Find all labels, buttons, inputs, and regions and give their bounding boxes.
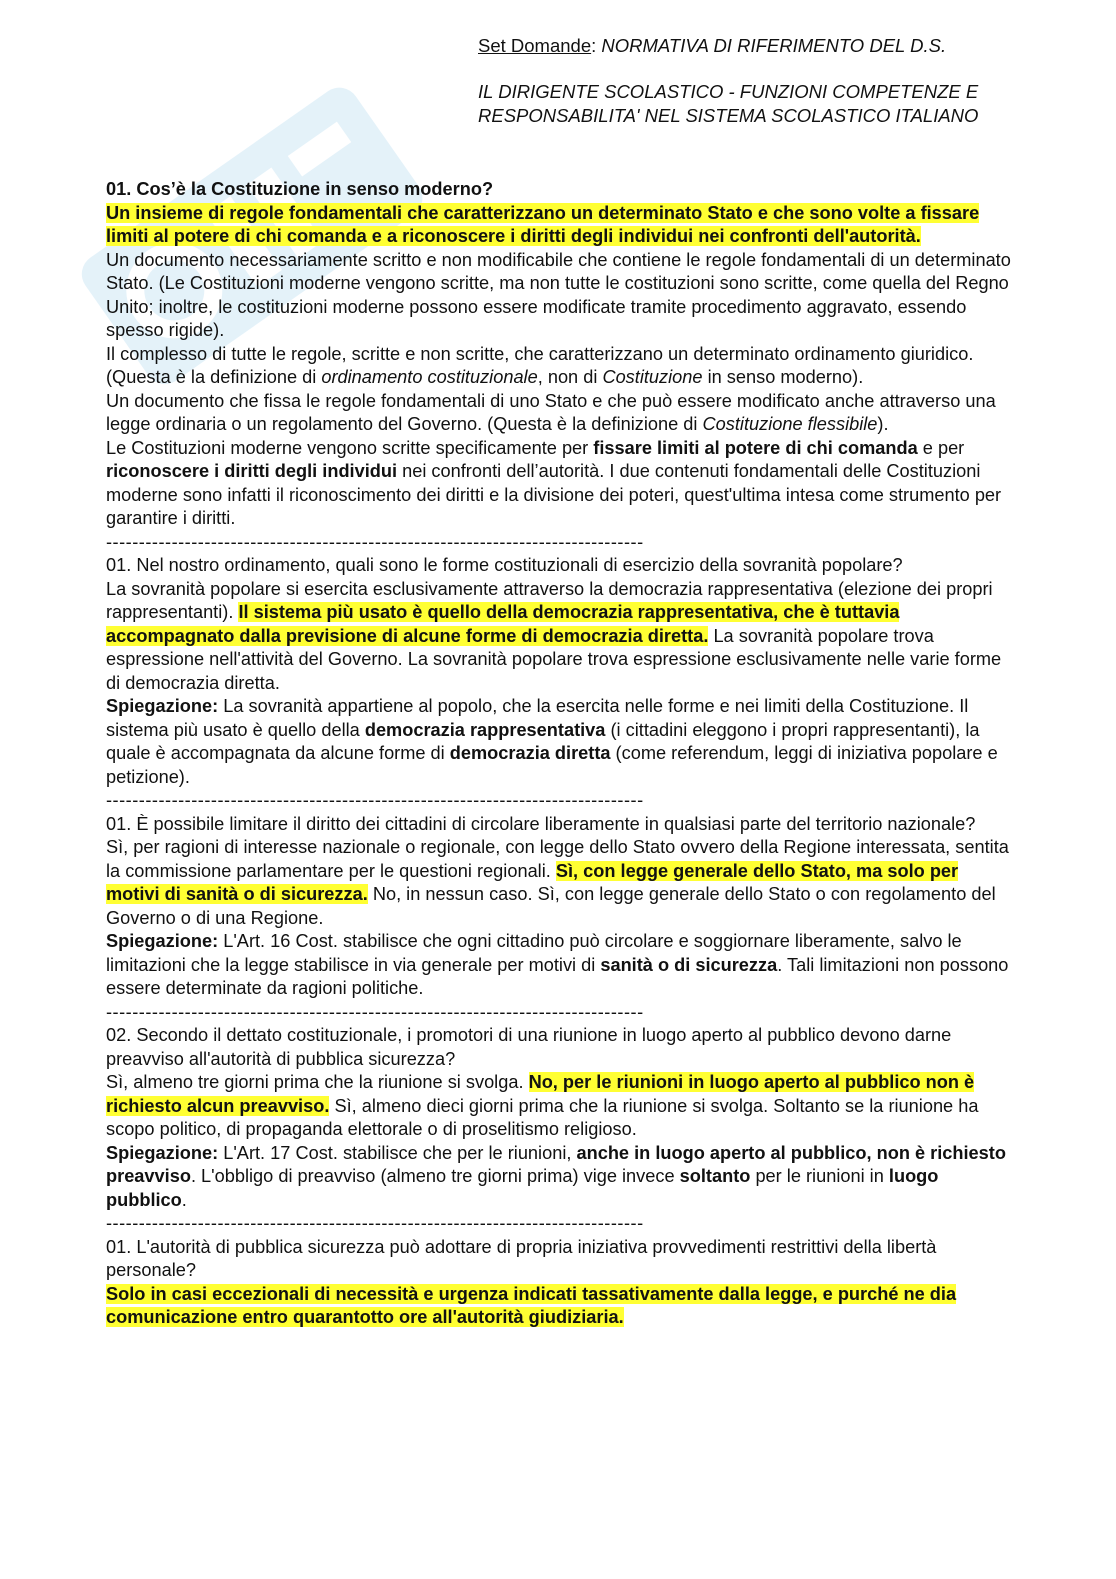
text: ). bbox=[877, 414, 889, 434]
text: Un documento che fissa le regole fondamentali di uno Stato e che può essere modificato anche attraverso una legge ordinaria o un regolamento del Governo. (Questa è la definizione di bbox=[106, 390, 996, 434]
bold-term: sanità o di sicurezza bbox=[600, 954, 778, 975]
text: . L'obbligo di preavviso (almeno tre giorni prima) vige invece bbox=[190, 1166, 680, 1186]
explanation-label: Spiegazione: bbox=[106, 696, 219, 716]
set-colon: : bbox=[591, 35, 597, 56]
explanation-label: Spiegazione: bbox=[106, 1142, 219, 1163]
question-4: 02. Secondo il dettato costituzionale, i promotori di una riunione in luogo aperto al pubblico devono darne preavviso all'autorità di pubblica sicurezza? bbox=[106, 1025, 952, 1069]
explanation-3 bbox=[106, 930, 1016, 1001]
text: . bbox=[181, 1189, 187, 1210]
option-1-4 bbox=[106, 390, 1016, 437]
option: Sì, almeno dieci giorni prima che la riunione si svolga. Soltanto se la riunione ha scopo politico, di propaganda elettorale o di proselitismo religioso. bbox=[106, 1095, 979, 1139]
text: e per bbox=[917, 437, 965, 458]
option: La sovranità popolare trova espressione nell'attività del Governo. La sovranità popolare trova espressione esclusivamente nelle varie forme di democrazia diretta. bbox=[106, 625, 1002, 693]
document-header bbox=[478, 34, 1078, 128]
italic-term: ordinamento costituzionale bbox=[321, 367, 538, 387]
question-3: 01. È possibile limitare il diritto dei cittadini di circolare liberamente in qualsiasi parte del territorio nazionale? bbox=[106, 813, 976, 834]
explanation-1 bbox=[106, 437, 1016, 531]
answers-4 bbox=[106, 1071, 1016, 1142]
text: , non di bbox=[537, 367, 603, 387]
bold-term: democrazia diretta bbox=[449, 743, 611, 763]
text: Le Costituzioni moderne vengono scritte specificamente per bbox=[106, 437, 594, 458]
correct-answer-highlight: Un insieme di regole fondamentali che caratterizzano un determinato Stato e che sono volte a fissare limiti al potere di chi comanda e a riconoscere i diritti degli individui nei confronti dell'autorità. bbox=[106, 202, 980, 246]
correct-answer-highlight: Solo in casi eccezionali di necessità e urgenza indicati tassativamente dalla legge, e purché ne dia comunicazione entro quarantotto ore all'autorità giudiziaria. bbox=[106, 1283, 957, 1327]
subtitle-line-2: RESPONSABILITA' NEL SISTEMA SCOLASTICO ITALIANO bbox=[478, 105, 979, 126]
option-1-3 bbox=[106, 343, 1016, 390]
bold-term: soltanto bbox=[679, 1166, 751, 1186]
option-1-2: Un documento necessariamente scritto e non modificabile che contiene le regole fondamentali di un determinato Stato. (Le Costituzioni moderne vengono scritte, ma non tutte le costituzioni sono scritte, come quella del Regno Unito; inoltre, le costituzioni moderne possono essere modificate tramite procedimento aggravato, essendo spesso rigide). bbox=[106, 249, 1011, 340]
separator-line: ---------------------------------------------------------------------------------- bbox=[106, 1001, 644, 1022]
explanation-2 bbox=[106, 695, 1016, 789]
option: La sovranità popolare si esercita esclusivamente attraverso la democrazia rappresentativa (elezione dei propri rappresentanti). bbox=[106, 578, 993, 622]
set-label: Set Domande bbox=[478, 35, 592, 56]
italic-term: Costituzione flessibile bbox=[702, 414, 878, 434]
explanation-label: Spiegazione: bbox=[106, 931, 219, 951]
question-1: 01. Cos’è la Costituzione in senso moderno? bbox=[106, 179, 494, 199]
italic-term: Costituzione bbox=[602, 367, 703, 387]
correct-answer-highlight: Il sistema più usato è quello della democrazia rappresentativa, che è tuttavia accompagnato dalla previsione di alcune forme di democrazia diretta. bbox=[106, 602, 900, 646]
text: (i cittadini eleggono i propri rappresentanti), la quale è accompagnata da alcune forme di bbox=[106, 719, 980, 763]
bold-term: luogo pubblico bbox=[106, 1166, 939, 1210]
separator-line: ---------------------------------------------------------------------------------- bbox=[106, 790, 644, 810]
option: Sì, almeno tre giorni prima che la riunione si svolga. bbox=[106, 1072, 529, 1092]
separator-line: ---------------------------------------------------------------------------------- bbox=[106, 531, 644, 552]
text: Il complesso di tutte le regole, scritte e non scritte, che caratterizzano un determinato ordinamento giuridico. (Questa è la definizione di bbox=[106, 343, 974, 387]
bold-term: riconoscere i diritti degli individui bbox=[106, 461, 398, 481]
explanation-4 bbox=[106, 1142, 1016, 1213]
text: . Tali limitazioni non possono essere determinate da ragioni politiche. bbox=[106, 954, 1009, 998]
text: in senso moderno). bbox=[702, 367, 864, 387]
correct-answer-highlight: Sì, con legge generale dello Stato, ma solo per motivi di sanità o di sicurezza. bbox=[106, 860, 959, 904]
bold-term: democrazia rappresentativa bbox=[364, 719, 606, 740]
option: No, in nessun caso. Sì, con legge generale dello Stato o con regolamento del Governo o di una Regione. bbox=[106, 884, 996, 928]
text: L'Art. 16 Cost. stabilisce che ogni cittadino può circolare e soggiornare liberamente, salvo le limitazioni che la legge stabilisce in via generale per motivi di bbox=[106, 931, 962, 975]
option: Sì, per ragioni di interesse nazionale o regionale, con legge dello Stato ovvero della Regione interessata, sentita la commissione parlamentare per le questioni regionali. bbox=[106, 837, 1009, 881]
bold-term: anche in luogo aperto al pubblico, non è richiesto preavviso bbox=[106, 1142, 1006, 1186]
answers-3 bbox=[106, 836, 1016, 930]
answer-5-correct bbox=[106, 1283, 1016, 1330]
text: (come referendum, leggi di iniziativa popolare e petizione). bbox=[106, 743, 998, 787]
text: La sovranità appartiene al popolo, che la esercita nelle forme e nei limiti della Costituzione. Il sistema più usato è quello della bbox=[106, 696, 969, 740]
set-title: NORMATIVA DI RIFERIMENTO DEL D.S. bbox=[601, 35, 947, 56]
separator-line: ---------------------------------------------------------------------------------- bbox=[106, 1213, 644, 1233]
question-5: 01. L'autorità di pubblica sicurezza può adottare di propria iniziativa provvedimenti restrittivi della libertà personale? bbox=[106, 1236, 937, 1280]
question-2: 01. Nel nostro ordinamento, quali sono le forme costituzionali di esercizio della sovranità popolare? bbox=[106, 555, 903, 575]
text: per le riunioni in bbox=[750, 1166, 889, 1186]
text: L'Art. 17 Cost. stabilisce che per le riunioni, bbox=[218, 1142, 577, 1163]
answer-1-correct bbox=[106, 202, 1016, 249]
set-title-line bbox=[478, 34, 1078, 58]
document-body bbox=[106, 178, 1016, 1330]
correct-answer-highlight: No, per le riunioni in luogo aperto al pubblico non è richiesto alcun preavviso. bbox=[106, 1072, 975, 1116]
bold-term: fissare limiti al potere di chi comanda bbox=[593, 437, 918, 458]
subtitle-line-1: IL DIRIGENTE SCOLASTICO - FUNZIONI COMPETENZE E bbox=[478, 81, 979, 102]
text: nei confronti dell’autorità. I due contenuti fondamentali delle Costituzioni moderne sono infatti il riconoscimento dei diritti e la divisione dei poteri, quest'ultima intesa come strumento per garantire i diritti. bbox=[106, 461, 1002, 528]
answers-2 bbox=[106, 578, 1016, 696]
